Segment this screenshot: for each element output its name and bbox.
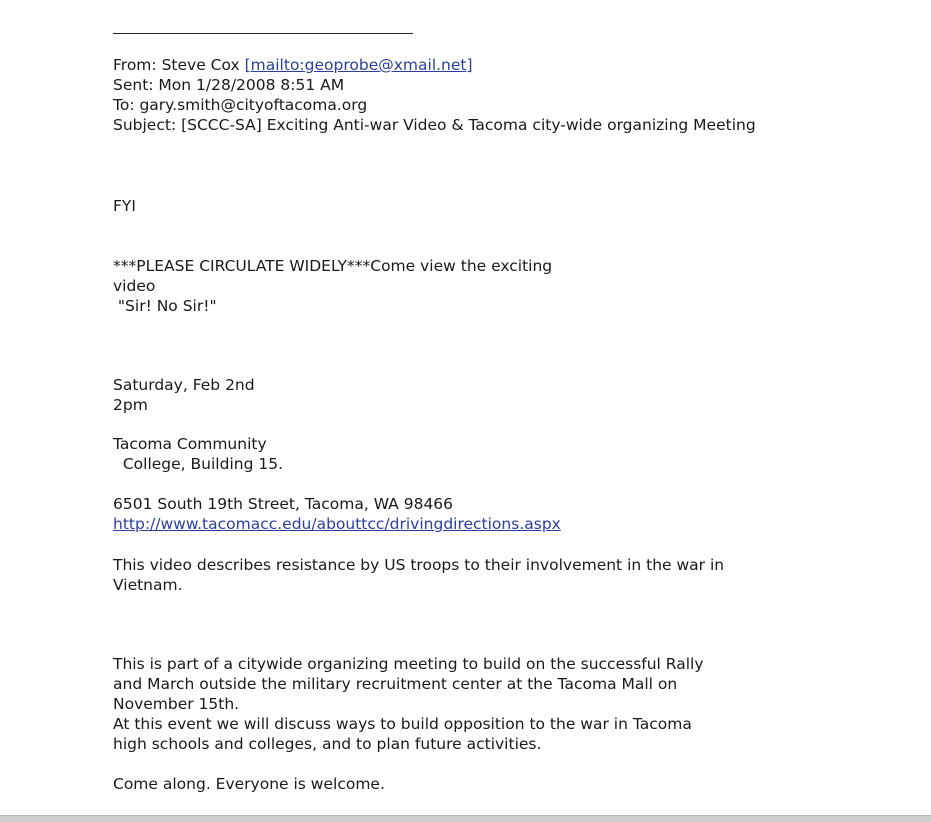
from-line [113,55,473,75]
video-text: video [113,277,156,295]
paragraph-line-4: At this event we will discuss ways to build opposition to the war in Tacoma [113,715,692,733]
paragraph-line-2: and March outside the military recruitment center at the Tacoma Mall on [113,675,678,693]
from-email-link[interactable]: mailto:geoprobe@xmail.net [250,56,467,74]
separator-rule [113,33,413,34]
sent-line: Sent: Mon 1/28/2008 8:51 AM [113,76,345,94]
to-line: To: gary.smith@cityoftacoma.org [113,96,368,114]
paragraph-line-3: November 15th. [113,695,240,713]
description-line-1: This video describes resistance by US troops to their involvement in the war in [113,556,725,574]
event-date: Saturday, Feb 2nd [113,376,255,394]
paragraph-line-1: This is part of a citywide organizing meeting to build on the successful Rally [113,655,704,673]
from-label: From: [113,56,162,74]
directions-link[interactable]: http://www.tacomacc.edu/abouttcc/drivingdirections.aspx [113,515,561,533]
paragraph-line-5: high schools and colleges, and to plan future activities. [113,735,542,753]
from-bracket-close[interactable]: ] [466,56,473,74]
video-title: "Sir! No Sir!" [113,297,217,315]
event-time: 2pm [113,396,148,414]
fyi-text: FYI [113,197,136,215]
address-text: 6501 South 19th Street, Tacoma, WA 98466 [113,495,454,513]
from-name: Steve Cox [161,56,245,74]
directions-line [113,514,561,534]
from-bracket-open[interactable]: [ [244,56,251,74]
closing-text: Come along. Everyone is welcome. [113,775,385,793]
venue-line-1: Tacoma Community [113,435,267,453]
circulate-text: ***PLEASE CIRCULATE WIDELY***Come view the exciting [113,257,553,275]
description-line-2: Vietnam. [113,576,183,594]
subject-line: Subject: [SCCC-SA] Exciting Anti-war Video & Tacoma city-wide organizing Meeting [113,116,756,134]
venue-line-2: College, Building 15. [113,455,283,473]
